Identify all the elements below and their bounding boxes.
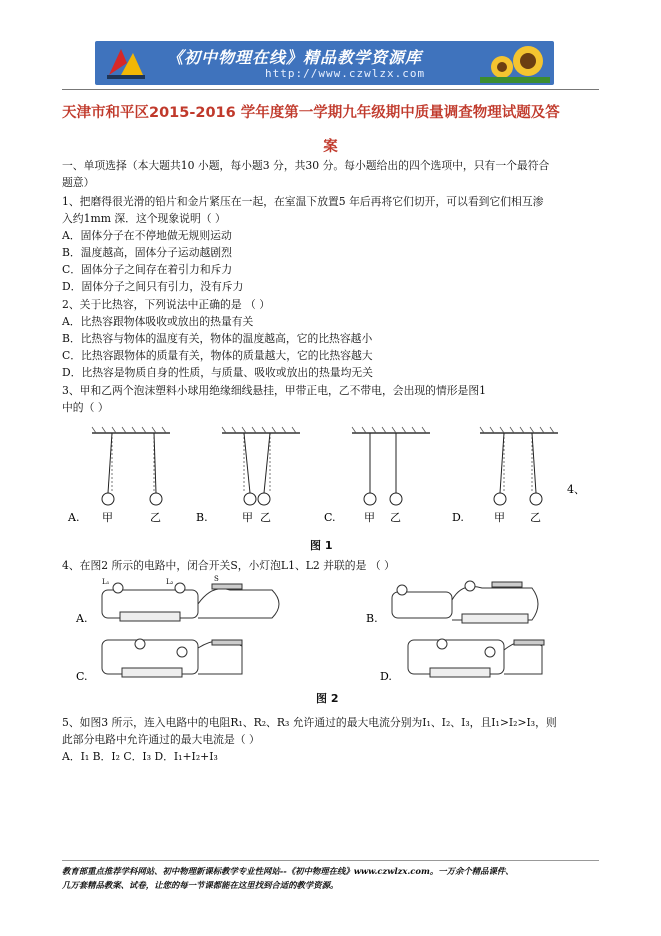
q2-option-d: D．比热容是物质自身的性质，与质量、吸收或放出的热量均无关 [62, 366, 373, 379]
question-5 [62, 714, 602, 765]
section-heading-line-2: 题意） [62, 176, 95, 189]
fig1-label-b: B. [196, 511, 208, 524]
fig2-switch-label: S [214, 575, 219, 583]
footer-line-1: 教育部重点推荐学科网站、初中物理新课标教学专业性网站--《初中物理在线》www.czwlzx.com。一万余个精品课件、 [62, 866, 514, 876]
fig1-label-c: C. [324, 511, 336, 524]
title-line-2: 案 [323, 139, 338, 155]
q2-option-b: B．比热容与物体的温度有关，物体的温度越高，它的比热容越小 [62, 332, 373, 345]
fig2-lamp1-label: L₁ [102, 578, 110, 586]
site-logo-icon [103, 45, 149, 81]
fig2-label-d: D. [380, 670, 392, 683]
fig2-panel-c [102, 639, 242, 677]
footer-rule [62, 860, 599, 861]
section-heading [62, 157, 602, 191]
q3-stem-line-2: 中的（ ） [62, 401, 109, 414]
fig1-label-a: A. [68, 511, 80, 524]
question-2 [62, 296, 602, 381]
q2-stem: 2、关于比热容，下列说法中正确的是 （ ） [62, 298, 271, 311]
fig1-label-d: D. [452, 511, 464, 524]
fig2-label-c: C. [76, 670, 88, 683]
q5-options: A．I₁ B．I₂ C．I₃ D．I₁+I₂+I₃ [62, 750, 218, 763]
fig1-side-note: 4、 [567, 483, 585, 496]
fig1-c-left: 甲 [364, 511, 375, 524]
q4-stem: 4、在图2 所示的电路中，闭合开关S，小灯泡L1、L2 并联的是 （ ） [62, 559, 395, 572]
document-title [62, 96, 599, 164]
q1-stem-line-1: 1、把磨得很光滑的铅片和金片紧压在一起，在室温下放置5 年后再将它们切开，可以看到它们相互渗 [62, 195, 544, 208]
fig2-panel-b [392, 581, 538, 623]
fig1-d-right: 乙 [530, 511, 541, 524]
fig2-label-a: A. [76, 612, 88, 625]
fig2-label-b: B. [366, 612, 378, 625]
fig1-d-left: 甲 [494, 511, 505, 524]
section-heading-line-1: 一、单项选择（本大题共10 小题，每小题3 分，共30 分。每小题给出的四个选项中，只有一个最符合 [62, 159, 550, 172]
fig2-lamp2-label: L₂ [166, 578, 174, 586]
banner-title: 《初中物理在线》精品教学资源库 [167, 48, 423, 67]
sunflower-icon [480, 43, 550, 83]
q1-option-a: A．固体分子在不停地做无规则运动 [62, 229, 232, 242]
q1-option-c: C．固体分子之间存在着引力和斥力 [62, 263, 233, 276]
figure-2-caption: 图 2 [316, 692, 339, 705]
header-rule [62, 89, 599, 90]
q1-stem-line-2: 入约1mm 深．这个现象说明（ ） [62, 212, 226, 225]
fig1-b-right: 乙 [260, 511, 271, 524]
fig1-c-right: 乙 [390, 511, 401, 524]
fig1-a-right: 乙 [150, 511, 161, 524]
fig2-panel-d [408, 639, 544, 677]
site-banner [95, 41, 554, 85]
question-1 [62, 193, 602, 295]
q2-option-c: C．比热容跟物体的质量有关，物体的质量越大，它的比热容越大 [62, 349, 373, 362]
figure-1-pendulums [62, 425, 602, 540]
q1-option-b: B．温度越高，固体分子运动越剧烈 [62, 246, 232, 259]
fig2-panel-a [102, 583, 279, 621]
q1-option-d: D．固体分子之间只有引力，没有斥力 [62, 280, 244, 293]
figure-2-circuits [62, 570, 602, 690]
fig1-panel-a [92, 427, 170, 505]
question-3 [62, 382, 602, 416]
banner-url[interactable]: http://www.czwlzx.com [265, 67, 426, 80]
fig1-panel-c [352, 427, 430, 505]
fig1-b-left: 甲 [242, 511, 253, 524]
footer-line-2: 几万套精品教案、试卷，让您的每一节课都能在这里找到合适的教学资源。 [62, 880, 339, 890]
q3-stem-line-1: 3、甲和乙两个泡沫塑料小球用绝缘细线悬挂，甲带正电，乙不带电，会出现的情形是图1 [62, 384, 487, 397]
fig1-a-left: 甲 [102, 511, 113, 524]
figure-1-caption: 图 1 [310, 539, 333, 552]
q2-option-a: A．比热容跟物体吸收或放出的热量有关 [62, 315, 254, 328]
q5-stem-line-2: 此部分电路中允许通过的最大电流是（ ） [62, 733, 260, 746]
q5-stem-line-1: 5、如图3 所示，连入电路中的电阻R₁、R₂、R₃ 允许通过的最大电流分别为I₁、I₂、I₃，且I₁>I₂>I₃，则 [62, 716, 557, 729]
title-line-1: 天津市和平区2015-2016 学年度第一学期九年级期中质量调查物理试题及答 [62, 105, 560, 121]
fig1-panel-b [222, 427, 300, 505]
fig1-panel-d [480, 427, 558, 505]
page-footer [62, 864, 602, 892]
